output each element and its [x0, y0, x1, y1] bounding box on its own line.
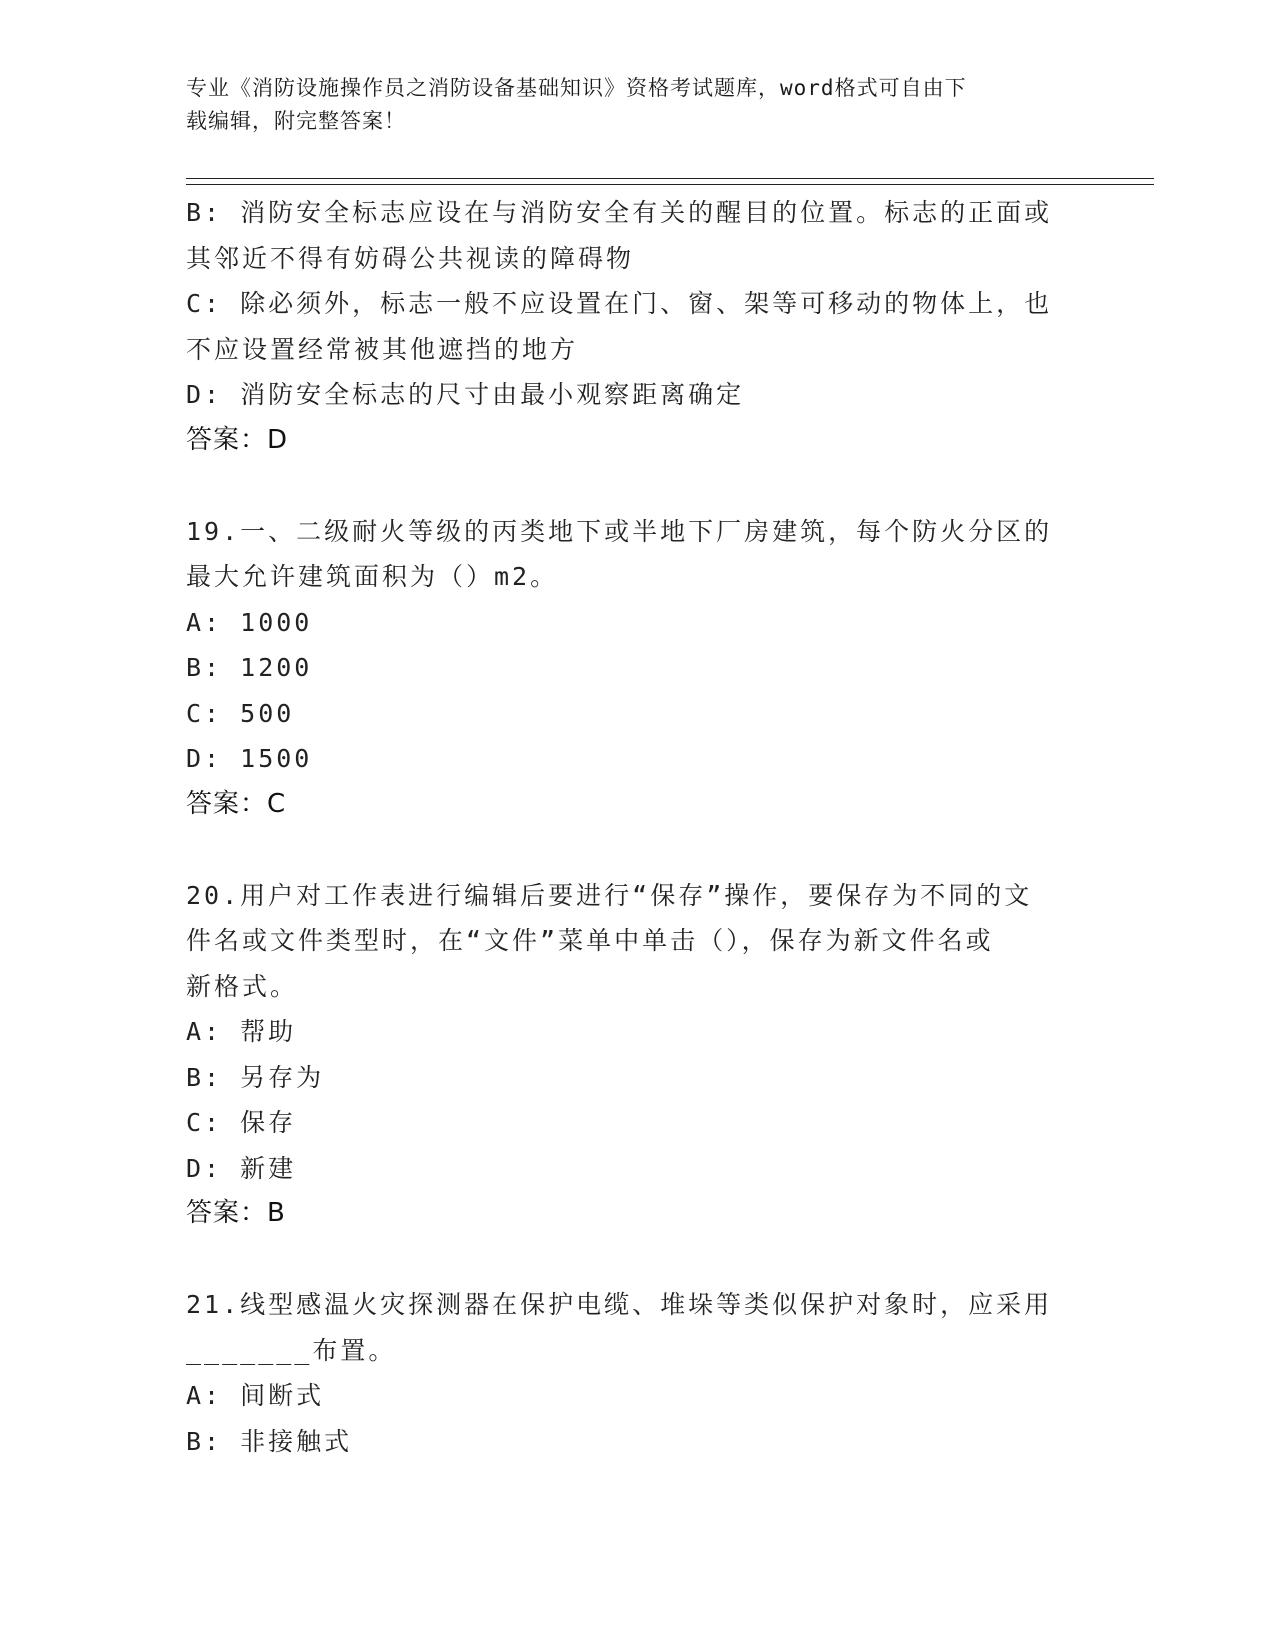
option-d: D: 新建: [186, 1153, 297, 1183]
option-c-line-1: C: 除必须外，标志一般不应设置在门、窗、架等可移动的物体上，也: [186, 289, 1053, 318]
option-d: D: 1500: [186, 744, 313, 773]
answer: 答案：C: [186, 788, 287, 819]
answer: 答案：D: [186, 424, 289, 455]
header-title-line-2: 载编辑，附完整答案！: [186, 109, 406, 133]
question-stem-line-1: 19.一、二级耐火等级的丙类地下或半地下厂房建筑，每个防火分区的: [186, 516, 1053, 546]
option-d: D: 消防安全标志的尺寸由最小观察距离确定: [186, 380, 745, 409]
question-20: [186, 873, 1086, 1237]
question-19: [186, 509, 1086, 828]
option-b: B: 另存为: [186, 1062, 325, 1092]
question-stem-line-3: 新格式。: [186, 971, 299, 1001]
spacer: [186, 463, 1086, 509]
header-divider-bottom: [186, 184, 1154, 185]
question-18-tail: [186, 190, 1086, 463]
question-stem-line-2: 件名或文件类型时，在“文件”菜单中单击（），保存为新文件名或: [186, 926, 994, 955]
option-b-line-2: 其邻近不得有妨碍公共视读的障碍物: [186, 243, 635, 273]
question-stem-line-2: 最大允许建筑面积为（）m2。: [186, 562, 559, 591]
question-stem-line-1: 21.线型感温火灾探测器在保护电缆、堆垛等类似保护对象时，应采用: [186, 1290, 1053, 1319]
option-c: C: 500: [186, 698, 295, 728]
header-title-line-1: 专业《消防设施操作员之消防设备基础知识》资格考试题库，word格式可自由下: [186, 76, 967, 100]
question-stem-line-1: 20.用户对工作表进行编辑后要进行“保存”操作，要保存为不同的文: [186, 880, 1033, 910]
question-stem-line-2: _______布置。: [186, 1335, 397, 1365]
option-b: B: 非接触式: [186, 1426, 353, 1456]
answer: 答案：B: [186, 1198, 286, 1228]
option-c: C: 保存: [186, 1108, 297, 1137]
question-21: [186, 1282, 1086, 1464]
spacer: [186, 1237, 1086, 1283]
option-b: B: 1200: [186, 653, 313, 682]
option-a: A: 帮助: [186, 1017, 297, 1046]
question-content: [186, 190, 1086, 1464]
option-a: A: 间断式: [186, 1381, 325, 1410]
spacer: [186, 827, 1086, 873]
option-a: A: 1000: [186, 607, 313, 637]
document-header: [186, 72, 1066, 138]
option-b-line-1: B: 消防安全标志应设在与消防安全有关的醒目的位置。标志的正面或: [186, 198, 1053, 227]
option-c-line-2: 不应设置经常被其他遮挡的地方: [186, 334, 579, 364]
header-divider-top: [186, 178, 1154, 179]
